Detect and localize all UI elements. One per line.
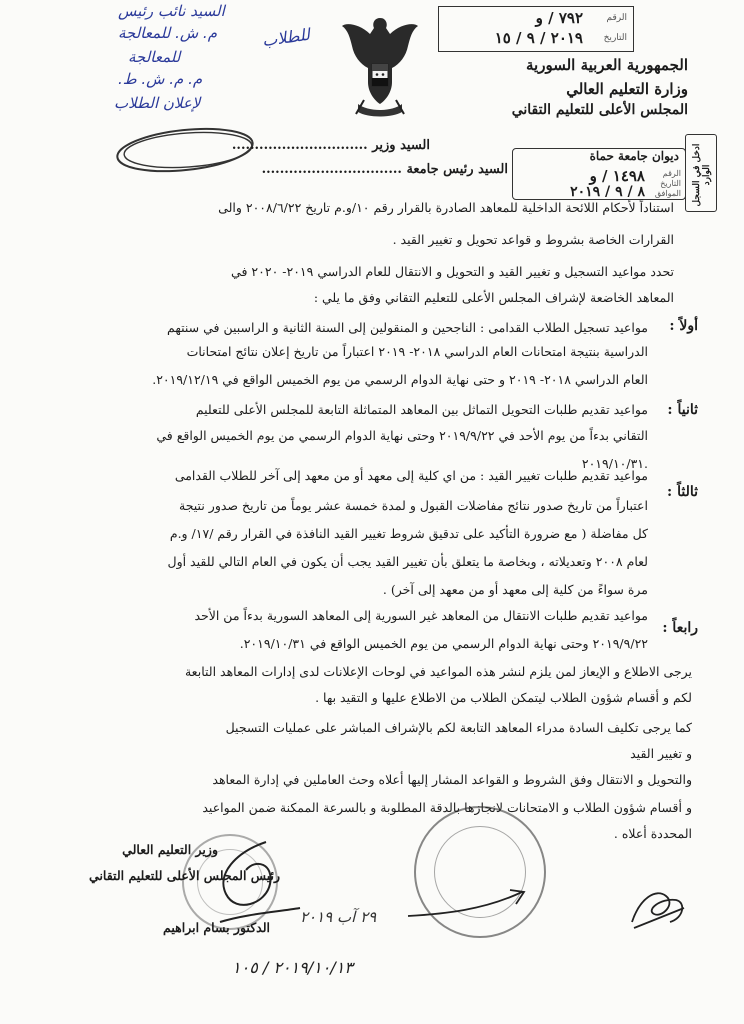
signature-scribble [196, 834, 306, 934]
council-name: المجلس الأعلى للتعليم التقاني [511, 102, 688, 118]
item-3-line-1: مواعيد تقديم طلبات تغيير القيد : من اي كلية إلى معهد أو من معهد إلى آخر للطلاب القدامى [174, 468, 648, 483]
incoming-side-box [685, 134, 717, 212]
handwritten-blue-note: للطلاب [260, 24, 311, 51]
incoming-match-label: الموافق [654, 189, 681, 198]
handwritten-note-2: م. ش. للمعالجة [118, 24, 217, 42]
signatory-title-minister: وزير التعليم العالي [122, 842, 218, 857]
item-2-line-2: التقاني بدءاً من يوم الأحد في ٢٠١٩/٩/٢٢ وحتى نهاية الدوام الرسمي من يوم الخميس الواقع في [156, 428, 648, 443]
signatory-name: الدكتور بسام ابراهيم [163, 920, 270, 935]
handwritten-note-1: السيد نائب رئيس [118, 2, 225, 20]
arrow-mark [404, 884, 534, 924]
closing-line-4: و تغيير القيد [630, 746, 692, 761]
incoming-date: ٨ / ٩ / ٢٠١٩ [570, 184, 645, 200]
item-1-line-3: العام الدراسي ٢٠١٨- ٢٠١٩ و حتى نهاية الدوام الرسمي من يوم الخميس الواقع في ٢٠١٩/١٢/١٩. [152, 372, 648, 387]
reference-stamp [438, 6, 634, 52]
ref-number: ٧٩٢ / و [535, 9, 583, 27]
closing-line-6: و أقسام شؤون الطلاب و الامتحانات لانجازها بالدقة المطلوبة و بالسرعة الممكنة ضمن المواعيد [202, 800, 692, 815]
item-3-line-2: اعتباراً من تاريخ صدور نتائج مفاضلات القبول و لمدة خمسة عشر يوماً من تاريخ صدور نتيجة [179, 498, 648, 513]
incoming-side-text: ادخل في السجل الوارد [692, 143, 712, 207]
item-4-line-1: مواعيد تقديم طلبات الانتقال من المعاهد غير السورية إلى المعاهد السورية بدءاً من الأحد [194, 608, 648, 623]
closing-line-5: والتحويل و الانتقال وفق الشروط و القواعد المشار إليها أعلاه وحث العاملين في إدارة المعاهد [212, 772, 692, 787]
initials-mark [626, 878, 692, 934]
ref-number-label: الرقم [606, 13, 627, 23]
incoming-stamp [512, 148, 686, 200]
ministry-name: وزارة التعليم العالي [566, 80, 688, 98]
closing-line-7: المحددة أعلاه . [613, 826, 692, 841]
intro-line-4: المعاهد الخاضعة لإشراف المجلس الأعلى للتعليم التقاني وفق ما يلي : [313, 290, 674, 305]
signatory-title-council: رئيس المجلس الأعلى للتعليم التقاني [89, 868, 280, 883]
incoming-number-label: الرقم [662, 169, 681, 178]
item-1-heading: أولاً : [669, 318, 698, 334]
handwritten-date: ٢٩ آب ٢٠١٩ [300, 908, 377, 926]
addressee-minister: السيد وزير .............................. [231, 138, 430, 153]
incoming-date-label: التاريخ [660, 179, 681, 188]
incoming-number: ١٤٩٨ / و [589, 167, 645, 185]
item-2-heading: ثانياً : [667, 402, 698, 418]
item-3-line-4: لعام ٢٠٠٨ وتعديلاته ، وبخاصة ما يتعلق بأن تغيير القيد يجب أن يكون في العام التالي للقيد أول [167, 554, 648, 569]
handwritten-note-3: للمعالجة [128, 48, 181, 66]
intro-line-1: استناداً لأحكام اللائحة الداخلية للمعاهد الصادرة بالقرار رقم ١٠/و.م تاريخ ٢٠٠٨/٦/٢٢ والى [218, 200, 674, 215]
intro-line-2: القرارات الخاصة بشروط و قواعد تحويل و تغيير القيد . [392, 232, 674, 247]
item-1-line-2: الدراسية بنتيجة امتحانات العام الدراسي ٢٠١٨- ٢٠١٩ اعتباراً من تاريخ إعلان نتائج امتحانات [186, 344, 648, 359]
closing-line-1: يرجى الاطلاع و الإيعاز لمن يلزم لنشر هذه المواعيد في لوحات الإعلانات لدى إدارات المعاهد التابعة [184, 664, 692, 679]
closing-line-2: لكم و أقسام شؤون الطلاب ليتمكن الطلاب من الاطلاع عليها و التقيد بها . [315, 690, 692, 705]
ref-date-label: التاريخ [603, 33, 627, 43]
item-4-line-2: ٢٠١٩/٩/٢٢ وحتى نهاية الدوام الرسمي من يوم الخميس الواقع في ٢٠١٩/١٠/٣١. [239, 636, 648, 651]
republic-name: الجمهورية العربية السورية [526, 56, 688, 74]
item-1-line-1: مواعيد تسجيل الطلاب القدامى : الناجحين و المنقولين إلى السنة الثانية و الراسبين في سنتهم [167, 320, 648, 335]
item-4-heading: رابعاً : [662, 620, 698, 636]
ref-date: ٢٠١٩ / ٩ / ١٥ [494, 29, 583, 47]
item-3-line-5: مرة سواءً من كلية إلى معهد أو من معهد إلى آخر) . [382, 582, 648, 597]
item-3-line-3: كل مفاضلة ( مع ضرورة التأكيد على تدقيق شروط تغيير القيد النافذة في القرار رقم /١٧/ و.م [169, 526, 648, 541]
eagle-emblem-icon [338, 12, 422, 120]
handwritten-note-5: لإعلان الطلاب [114, 94, 201, 112]
handwritten-note-4: م. م. ش. ط. [118, 70, 203, 88]
item-2-line-3: ٢٠١٩/١٠/٣١. [581, 456, 648, 471]
closing-line-3: كما يرجى تكليف السادة مدراء المعاهد التابعة لكم بالإشراف المباشر على عمليات التسجيل [225, 720, 692, 735]
intro-line-3: تحدد مواعيد التسجيل و تغيير القيد و التحويل و الانتقال للعام الدراسي ٢٠١٩- ٢٠٢٠ في [231, 264, 674, 279]
item-2-line-1: مواعيد تقديم طلبات التحويل التماثل بين المعاهد المتماثلة التابعة للمجلس الأعلى للتعليم [195, 402, 648, 417]
bottom-reference-number: ٢٠١٩/١٠/١٣ / ١٠٥ [232, 958, 353, 977]
incoming-stamp-title: ديوان جامعة حماة [589, 149, 679, 163]
addressee-university-president: السيد رئيس جامعة ............................... [261, 162, 508, 177]
item-3-heading: ثالثاً : [667, 484, 698, 500]
